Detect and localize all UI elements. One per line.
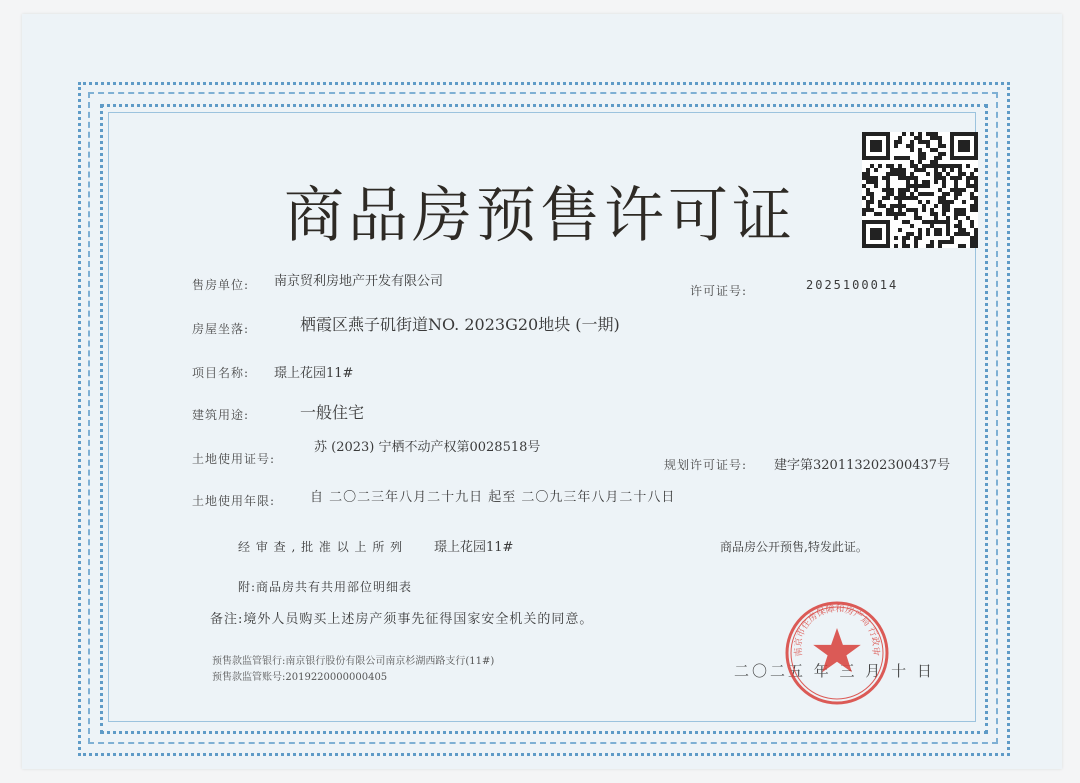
supervision-account: 预售款监管账号:2019220000000405 <box>212 672 388 683</box>
approval-project: 璟上花园11# <box>434 540 514 555</box>
land-term-label: 土地使用年限: <box>192 494 276 508</box>
remark-text: 备注:境外人员购买上述房产须事先征得国家安全机关的同意。 <box>210 612 594 627</box>
issue-date: 二〇二五 年 三 月 十 日 <box>734 662 935 680</box>
building-usage-label: 建筑用途: <box>192 408 250 422</box>
certificate-title: 商品房预售许可证 <box>284 181 796 251</box>
stamp-text: 南京市住房保障和房产局 行政审 <box>793 604 881 657</box>
project-name-label: 项目名称: <box>192 366 250 380</box>
approval-suffix: 商品房公开预售,特发此证。 <box>720 540 868 554</box>
permit-number-value: 2025100014 <box>806 278 899 292</box>
attachment-note: 附:商品房共有共用部位明细表 <box>238 580 413 594</box>
qr-code-icon[interactable] <box>862 132 978 248</box>
planning-permit-label: 规划许可证号: <box>664 458 748 472</box>
land-term-value: 自 二〇二三年八月二十九日 起至 二〇九三年八月二十八日 <box>310 490 676 505</box>
seller-label: 售房单位: <box>192 278 250 292</box>
supervision-bank: 预售款监管银行:南京银行股份有限公司南京杉湖西路支行(11#) <box>212 656 495 667</box>
land-cert-label: 土地使用证号: <box>192 452 276 466</box>
approval-prefix: 经 审 查 , 批 准 以 上 所 列 <box>238 540 404 554</box>
project-name-value: 璟上花园11# <box>274 366 354 381</box>
building-usage-value: 一般住宅 <box>300 403 365 422</box>
land-cert-value: 苏 (2023) 宁栖不动产权第0028518号 <box>314 440 541 455</box>
permit-number-label: 许可证号: <box>690 284 748 298</box>
location-label: 房屋坐落: <box>192 322 250 336</box>
location-value: 栖霞区燕子矶街道NO. 2023G20地块 (一期) <box>300 315 620 334</box>
official-seal-icon <box>782 598 892 708</box>
planning-permit-value: 建字第320113202300437号 <box>774 458 951 473</box>
seller-value: 南京贸利房地产开发有限公司 <box>274 274 444 289</box>
